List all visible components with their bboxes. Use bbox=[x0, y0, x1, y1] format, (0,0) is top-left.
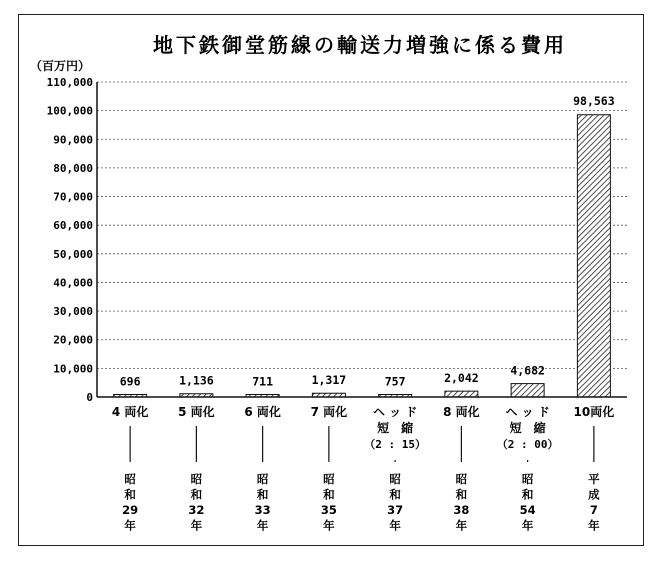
x-tick-label: 短 縮 bbox=[377, 421, 414, 435]
bar bbox=[577, 115, 610, 397]
x-tick-label: 8 両化 bbox=[443, 405, 480, 419]
era-labels bbox=[122, 472, 600, 533]
y-tick-label: 110,000 bbox=[46, 76, 93, 89]
era-label: 年 bbox=[389, 518, 401, 533]
gridlines bbox=[97, 82, 627, 368]
x-tick-label: （2 : 15） bbox=[364, 438, 426, 451]
era-label: 成 bbox=[588, 487, 600, 502]
era-label: 33 bbox=[254, 503, 271, 517]
y-tick-label: 50,000 bbox=[53, 247, 93, 261]
era-label: 昭 bbox=[389, 472, 401, 486]
era-label: 和 bbox=[455, 487, 468, 502]
y-tick-label: 80,000 bbox=[53, 161, 93, 175]
value-label: 1,136 bbox=[179, 373, 214, 388]
y-tick-label: 60,000 bbox=[53, 219, 93, 233]
era-label: 年 bbox=[124, 518, 136, 533]
bars bbox=[114, 115, 611, 397]
x-tick-label: 短 縮 bbox=[509, 421, 546, 435]
x-tick-label: 5 両化 bbox=[178, 405, 215, 419]
x-tick-label: ヘ ッ ド bbox=[505, 405, 550, 419]
era-label: 年 bbox=[256, 518, 269, 533]
x-tick-label: 6 両化 bbox=[244, 405, 281, 419]
era-label: 年 bbox=[521, 518, 534, 533]
era-label: 昭 bbox=[521, 472, 534, 486]
era-label: 和 bbox=[389, 487, 401, 502]
bar bbox=[511, 384, 544, 397]
y-tick-label: 70,000 bbox=[53, 190, 93, 204]
era-label: 37 bbox=[387, 503, 404, 517]
x-axis-labels bbox=[112, 404, 614, 451]
era-label: 29 bbox=[122, 503, 139, 517]
era-label: 平 bbox=[588, 472, 600, 486]
era-label: 和 bbox=[190, 487, 203, 502]
era-label: 昭 bbox=[124, 472, 136, 486]
era-label: 和 bbox=[521, 487, 534, 502]
era-label: 年 bbox=[455, 518, 468, 533]
x-tick-label: 4 両化 bbox=[111, 405, 149, 419]
y-tick-label: 0 bbox=[86, 391, 93, 404]
era-label: 35 bbox=[320, 503, 337, 517]
era-label: 昭 bbox=[190, 472, 203, 486]
value-label: 98,563 bbox=[573, 93, 615, 108]
y-unit-label: （百万円） bbox=[30, 59, 91, 73]
value-label: 757 bbox=[384, 374, 406, 389]
x-tick-label: （2 : 00） bbox=[496, 438, 559, 451]
era-label: 32 bbox=[188, 503, 205, 517]
era-label: 和 bbox=[323, 487, 335, 502]
y-axis-ticks bbox=[47, 76, 93, 404]
y-tick-label: 10,000 bbox=[53, 362, 93, 376]
value-label: 4,682 bbox=[510, 363, 545, 378]
value-label: 1,317 bbox=[311, 373, 347, 388]
x-tick-label: 7 両化 bbox=[310, 405, 348, 419]
era-label: 昭 bbox=[455, 472, 468, 486]
chart-title: 地下鉄御堂筋線の輸送力増強に係る費用 bbox=[153, 33, 567, 57]
era-label: 和 bbox=[256, 487, 269, 502]
x-tick-label: 10両化 bbox=[573, 405, 615, 419]
era-label: 年 bbox=[323, 518, 335, 533]
y-tick-label: 90,000 bbox=[53, 133, 93, 147]
y-tick-label: 100,000 bbox=[46, 104, 93, 118]
y-tick-label: 30,000 bbox=[53, 305, 93, 319]
value-labels bbox=[120, 94, 615, 389]
era-label: 年 bbox=[190, 518, 203, 533]
era-label: 年 bbox=[588, 518, 600, 533]
era-label: 54 bbox=[519, 503, 536, 517]
era-label: 38 bbox=[453, 503, 470, 517]
era-label: 昭 bbox=[256, 472, 269, 486]
x-tick-label: ヘ ッ ド bbox=[372, 405, 418, 419]
era-label: 昭 bbox=[323, 472, 335, 486]
value-label: 696 bbox=[119, 374, 141, 389]
bar bbox=[445, 391, 478, 397]
value-label: 711 bbox=[252, 374, 274, 389]
value-label: 2,042 bbox=[444, 371, 479, 386]
y-tick-label: 20,000 bbox=[53, 333, 93, 347]
era-label: 和 bbox=[124, 487, 136, 502]
y-tick-label: 40,000 bbox=[53, 276, 93, 290]
era-label: 7 bbox=[589, 503, 598, 517]
